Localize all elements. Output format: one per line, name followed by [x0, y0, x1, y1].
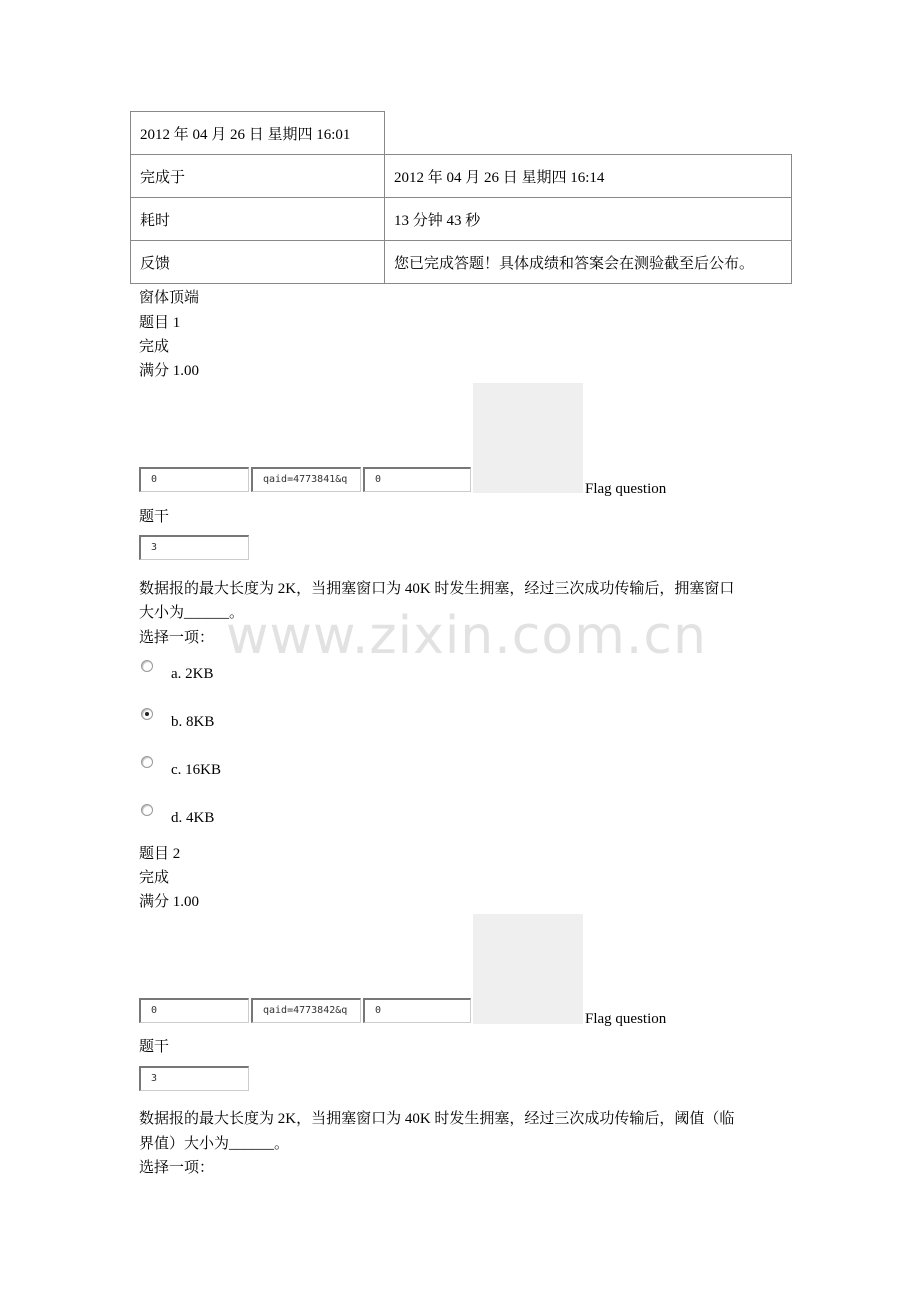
summary-label: 反馈 [131, 241, 385, 284]
summary-value: 13 分钟 43 秒 [385, 198, 792, 241]
hidden-field-sequence[interactable]: 0 [139, 467, 249, 492]
flag-question-link[interactable]: Flag question [585, 1011, 667, 1027]
question-2-score: 满分 1.00 [139, 894, 200, 910]
attempt-summary-table [130, 111, 792, 284]
option-a-label[interactable]: a. 2KB [171, 666, 214, 682]
option-c-radio[interactable] [141, 756, 153, 768]
question-2-text-line-2: 界值）大小为______。 [139, 1136, 290, 1152]
summary-label: 完成于 [131, 155, 385, 198]
summary-row [131, 241, 792, 284]
summary-value: 您已完成答题！具体成绩和答案会在测验截至后公布。 [385, 241, 792, 284]
stem-hidden-field[interactable]: 3 [139, 1066, 249, 1091]
flag-icon-placeholder[interactable] [473, 383, 583, 493]
question-2-status: 完成 [139, 870, 170, 886]
summary-label: 耗时 [131, 198, 385, 241]
stem-hidden-field[interactable]: 3 [139, 535, 249, 560]
question-stem-label: 题干 [139, 1039, 170, 1055]
summary-value: 2012 年 04 月 26 日 星期四 16:14 [385, 155, 792, 198]
choose-one-label: 选择一项： [139, 1160, 215, 1176]
hidden-field-flagged[interactable]: 0 [363, 467, 471, 492]
question-1-text-line-2: 大小为______。 [139, 605, 245, 621]
question-1-status: 完成 [139, 339, 170, 355]
summary-row-start [131, 112, 792, 155]
summary-row [131, 198, 792, 241]
question-2-title: 题目 2 [139, 846, 181, 862]
hidden-field-qaid[interactable]: qaid=4773841&q [251, 467, 361, 492]
question-1-title: 题目 1 [139, 315, 181, 331]
option-d-radio[interactable] [141, 804, 153, 816]
form-top-label: 窗体顶端 [139, 290, 200, 306]
radio-selected-dot [145, 712, 149, 716]
option-b-label[interactable]: b. 8KB [171, 714, 215, 730]
option-a-radio[interactable] [141, 660, 153, 672]
question-2-text-line-1: 数据报的最大长度为 2K，当拥塞窗口为 40K 时发生拥塞，经过三次成功传输后，阈值（临 [139, 1111, 735, 1127]
summary-row [131, 155, 792, 198]
option-c-label[interactable]: c. 16KB [171, 762, 221, 778]
hidden-field-flagged[interactable]: 0 [363, 998, 471, 1023]
option-d-label[interactable]: d. 4KB [171, 810, 215, 826]
question-stem-label: 题干 [139, 509, 170, 525]
hidden-field-sequence[interactable]: 0 [139, 998, 249, 1023]
question-1-text-line-1: 数据报的最大长度为 2K，当拥塞窗口为 40K 时发生拥塞，经过三次成功传输后，拥塞窗口 [139, 581, 735, 597]
empty-cell [385, 112, 792, 155]
flag-icon-placeholder[interactable] [473, 914, 583, 1024]
flag-question-link[interactable]: Flag question [585, 481, 667, 497]
question-1-score: 满分 1.00 [139, 363, 200, 379]
option-b-radio-selected[interactable] [141, 708, 153, 720]
hidden-field-qaid[interactable]: qaid=4773842&q [251, 998, 361, 1023]
watermark: www.zixin.com.cn [226, 606, 707, 666]
start-time: 2012 年 04 月 26 日 星期四 16:01 [131, 112, 385, 155]
choose-one-label: 选择一项： [139, 630, 215, 646]
